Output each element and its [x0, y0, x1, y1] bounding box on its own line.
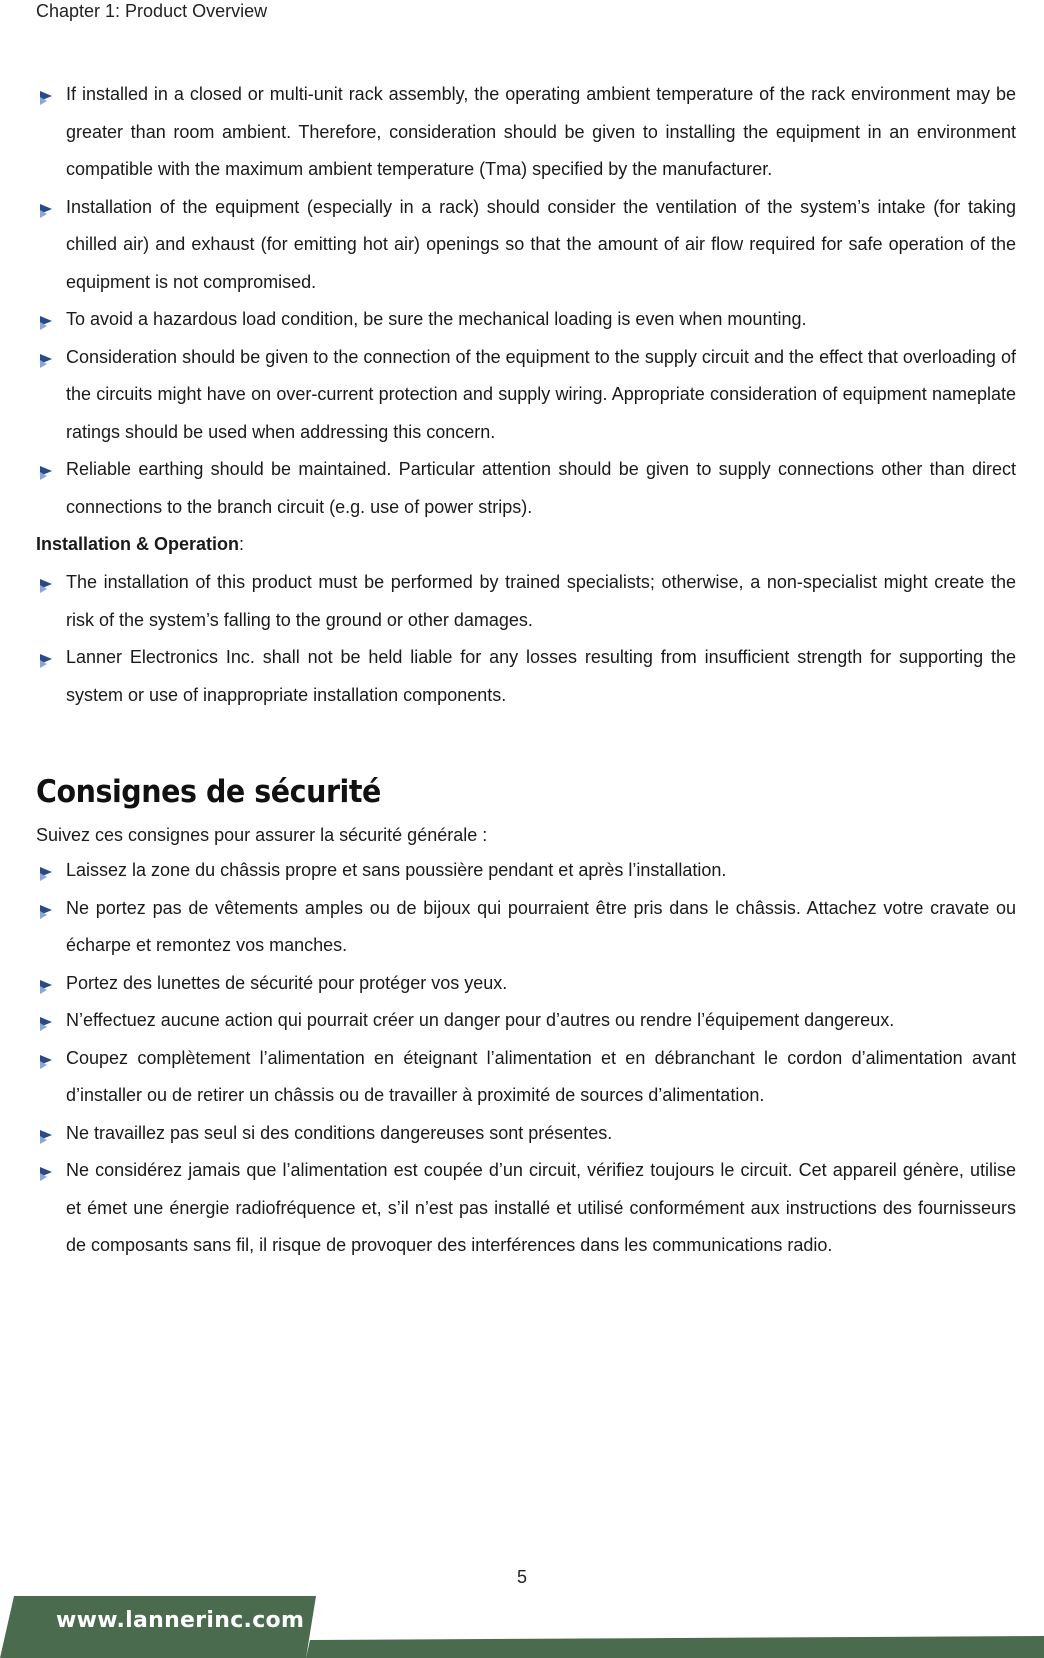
list-item-text: If installed in a closed or multi-unit rack assembly, the operating ambient temperature of the rack environment may be greater than room ambient. Therefore, consideration should be given to installing the equipment in an environment compatible with the maximum ambient temperature (Tma) specified by the manufacturer.: [66, 84, 1016, 179]
list-item-text: N’effectuez aucune action qui pourrait créer un danger pour d’autres ou rendre l’équipement dangereux.: [66, 1010, 895, 1030]
chapter-header: Chapter 1: Product Overview: [36, 1, 268, 21]
list-item: [36, 451, 1016, 526]
bullet-arrow-icon: [40, 466, 52, 476]
consignes-list: [36, 852, 1016, 1265]
bullet-arrow-icon: [40, 316, 52, 326]
list-item-text: Ne travaillez pas seul si des conditions dangereuses sont présentes.: [66, 1122, 613, 1143]
list-item: [36, 339, 1016, 452]
footer-url-link[interactable]: www.lannerinc.com: [56, 1608, 305, 1633]
list-item: [36, 965, 1016, 1003]
list-item: [36, 301, 1016, 339]
installation-heading-text: Installation & Operation: [36, 534, 240, 554]
list-item-text: To avoid a hazardous load condition, be sure the mechanical loading is even when mounting.: [66, 309, 807, 329]
bullet-arrow-icon: [40, 867, 52, 877]
bullet-arrow-icon: [40, 980, 52, 990]
list-item-text: Laissez la zone du châssis propre et sans poussière pendant et après l’installation.: [66, 860, 727, 880]
list-item: [36, 1115, 1016, 1153]
list-item-text: Ne portez pas de vêtements amples ou de bijoux qui pourraient être pris dans le châssis. Attachez votre cravate ou écharpe et remontez vos manches.: [66, 897, 1016, 955]
bullet-arrow-icon: [40, 354, 52, 364]
section-title: Consignes de sécurité: [36, 774, 381, 810]
bullet-arrow-icon: [40, 579, 52, 589]
list-item: [36, 1040, 1016, 1115]
installation-list: [36, 564, 1016, 714]
page-content: [36, 76, 1016, 1265]
list-item-text: Installation of the equipment (especially in a rack) should consider the ventilation of the system’s intake (for taking chilled air) and exhaust (for emitting hot air) openings so that the amount of air flow required for safe operation of the equipment is not compromised.: [66, 196, 1016, 292]
installation-heading: [36, 530, 1016, 558]
list-item-text: Consideration should be given to the connection of the equipment to the supply circuit and the effect that overloading of the circuits might have on over-current protection and supply wiring. Appropriate consideration of equipment nameplate ratings should be used when addressing this concern.: [66, 346, 1016, 442]
bullet-arrow-icon: [40, 204, 52, 214]
list-item: [36, 1002, 1016, 1040]
list-item-text: Ne considérez jamais que l’alimentation est coupée d’un circuit, vérifiez toujours le circuit. Cet appareil génère, utilise et émet une énergie radiofréquence et, s’il n’est pas installé et utilisé conformément aux instructions des fournisseurs de composants sans fil, il risque de provoquer des interférences dans les communications radio.: [66, 1160, 1016, 1255]
list-item-text: Reliable earthing should be maintained. Particular attention should be given to supply connections other than direct connections to the branch circuit (e.g. use of power strips).: [66, 459, 1016, 517]
list-item: [36, 76, 1016, 189]
bullet-arrow-icon: [40, 654, 52, 664]
list-item: [36, 852, 1016, 890]
list-item: [36, 890, 1016, 965]
rack-safety-list: [36, 76, 1016, 526]
list-item-text: The installation of this product must be performed by trained specialists; otherwise, a non-specialist might create the risk of the system’s falling to the ground or other damages.: [66, 572, 1016, 630]
list-item-text: Coupez complètement l’alimentation en éteignant l’alimentation et en débranchant le cordon d’alimentation avant d’installer ou de retirer un châssis ou de travailler à proximité de sources d’alimentation.: [66, 1047, 1016, 1105]
bullet-arrow-icon: [40, 1130, 52, 1140]
bullet-arrow-icon: [40, 91, 52, 101]
bullet-arrow-icon: [40, 905, 52, 915]
page-number: 5: [516, 1567, 527, 1587]
bullet-arrow-icon: [40, 1055, 52, 1065]
section-intro: Suivez ces consignes pour assurer la sécurité générale :: [36, 825, 488, 845]
list-item-text: Lanner Electronics Inc. shall not be held liable for any losses resulting from insufficient strength for supporting the system or use of inappropriate installation components.: [66, 647, 1016, 705]
bullet-arrow-icon: [40, 1017, 52, 1027]
list-item: [36, 564, 1016, 639]
footer-band-right: [306, 1636, 1044, 1658]
bullet-arrow-icon: [40, 1167, 52, 1177]
installation-heading-colon: :: [239, 534, 245, 554]
list-item-text: Portez des lunettes de sécurité pour protéger vos yeux.: [66, 972, 508, 993]
list-item: [36, 639, 1016, 714]
list-item: [36, 189, 1016, 302]
list-item: [36, 1152, 1016, 1265]
